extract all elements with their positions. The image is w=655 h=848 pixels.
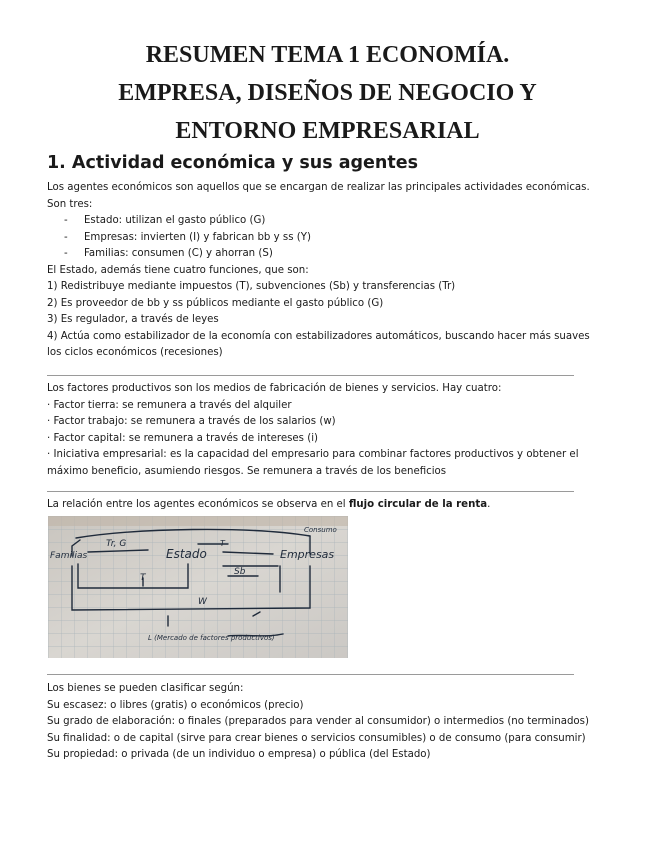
photo-label: T (220, 539, 225, 548)
list-item: - Empresas: invierten (I) y fabrican bb y ss (Y) (64, 231, 311, 243)
photo-label: L (Mercado de factores productivos) (148, 634, 275, 642)
paragraph-line: Son tres: (47, 198, 93, 210)
title-line-2: EMPRESA, DISEÑOS DE NEGOCIO Y (118, 80, 537, 106)
section-flow-text (47, 497, 627, 514)
photo-label: Empresas (280, 548, 335, 561)
list-item-text: Familias: consumen (C) y ahorran (S) (84, 248, 273, 259)
list-item: · Factor trabajo: se remunera a través de los salarios (w) (47, 416, 336, 427)
section-goods (47, 681, 627, 764)
flow-text-before: La relación entre los agentes económicos se observa en el (47, 499, 349, 510)
flow-text-after: . (487, 499, 491, 510)
photo-label: W (198, 597, 207, 607)
list-item: los ciclos económicos (recesiones) (47, 347, 223, 358)
section-heading: 1. Actividad económica y sus agentes (47, 153, 419, 173)
list-item: máximo beneficio, asumiendo riesgos. Se remunera a través de los beneficios (47, 465, 447, 477)
list-item: 3) Es regulador, a través de leyes (47, 314, 219, 325)
photo-label: Consumo (304, 526, 337, 534)
photo-label: Sb (234, 567, 246, 577)
paragraph-line: Los factores productivos son los medios de fabricación de bienes y servicios. Hay cuatro: (47, 383, 502, 394)
photo-label: T (140, 573, 146, 583)
paragraph-line: Los agentes económicos son aquellos que se encargan de realizar las principales actividades económicas. (47, 182, 590, 193)
document-title (0, 36, 655, 150)
list-item: Su grado de elaboración: o finales (preparados para vender al consumidor) o intermedios (no terminados) (47, 716, 589, 727)
list-item: · Factor tierra: se remunera a través del alquiler (47, 399, 292, 411)
list-item: · Factor capital: se remunera a través de intereses (i) (47, 432, 319, 444)
list-item: 2) Es proveedor de bb y ss públicos mediante el gasto público (G) (47, 297, 384, 309)
divider (47, 674, 574, 675)
list-item-text: Empresas: invierten (I) y fabrican bb y ss (Y) (84, 231, 311, 243)
divider (47, 491, 574, 492)
photo-label: Tr, G (106, 539, 127, 549)
list-item: 4) Actúa como estabilizador de la economía con estabilizadores automáticos, buscando hacer más suaves (47, 330, 590, 342)
paragraph-line: El Estado, además tiene cuatro funciones, que son: (47, 264, 309, 276)
paragraph-line: Los bienes se pueden clasificar según: (47, 683, 244, 694)
title-line-3: ENTORNO EMPRESARIAL (175, 118, 480, 144)
list-item: 1) Redistribuye mediante impuestos (T), subvenciones (Sb) y transferencias (Tr) (47, 281, 456, 292)
list-item: Su propiedad: o privada (de un individuo o empresa) o pública (del Estado) (47, 749, 431, 760)
section-factors (47, 381, 627, 480)
photo-label: Familias (50, 551, 88, 561)
section-agents (47, 180, 627, 362)
divider (47, 375, 574, 376)
paragraph-line (47, 497, 627, 514)
circular-flow-photo (48, 516, 348, 658)
list-item: · Iniciativa empresarial: es la capacidad del empresario para combinar factores productivos y obtener el (47, 449, 579, 460)
flow-text-bold: flujo circular de la renta (348, 499, 488, 510)
list-item: Su finalidad: o de capital (sirve para crear bienes o servicios consumibles) o de consumo (para consumir) (47, 732, 586, 744)
list-item: Su escasez: o libres (gratis) o económicos (precio) (47, 699, 304, 711)
list-item: - Estado: utilizan el gasto público (G) (64, 215, 266, 226)
list-item-text: Estado: utilizan el gasto público (G) (84, 215, 266, 226)
title-line-1: RESUMEN TEMA 1 ECONOMÍA. (145, 42, 510, 68)
photo-label: Estado (166, 547, 207, 561)
list-item: - Familias: consumen (C) y ahorran (S) (64, 248, 273, 259)
